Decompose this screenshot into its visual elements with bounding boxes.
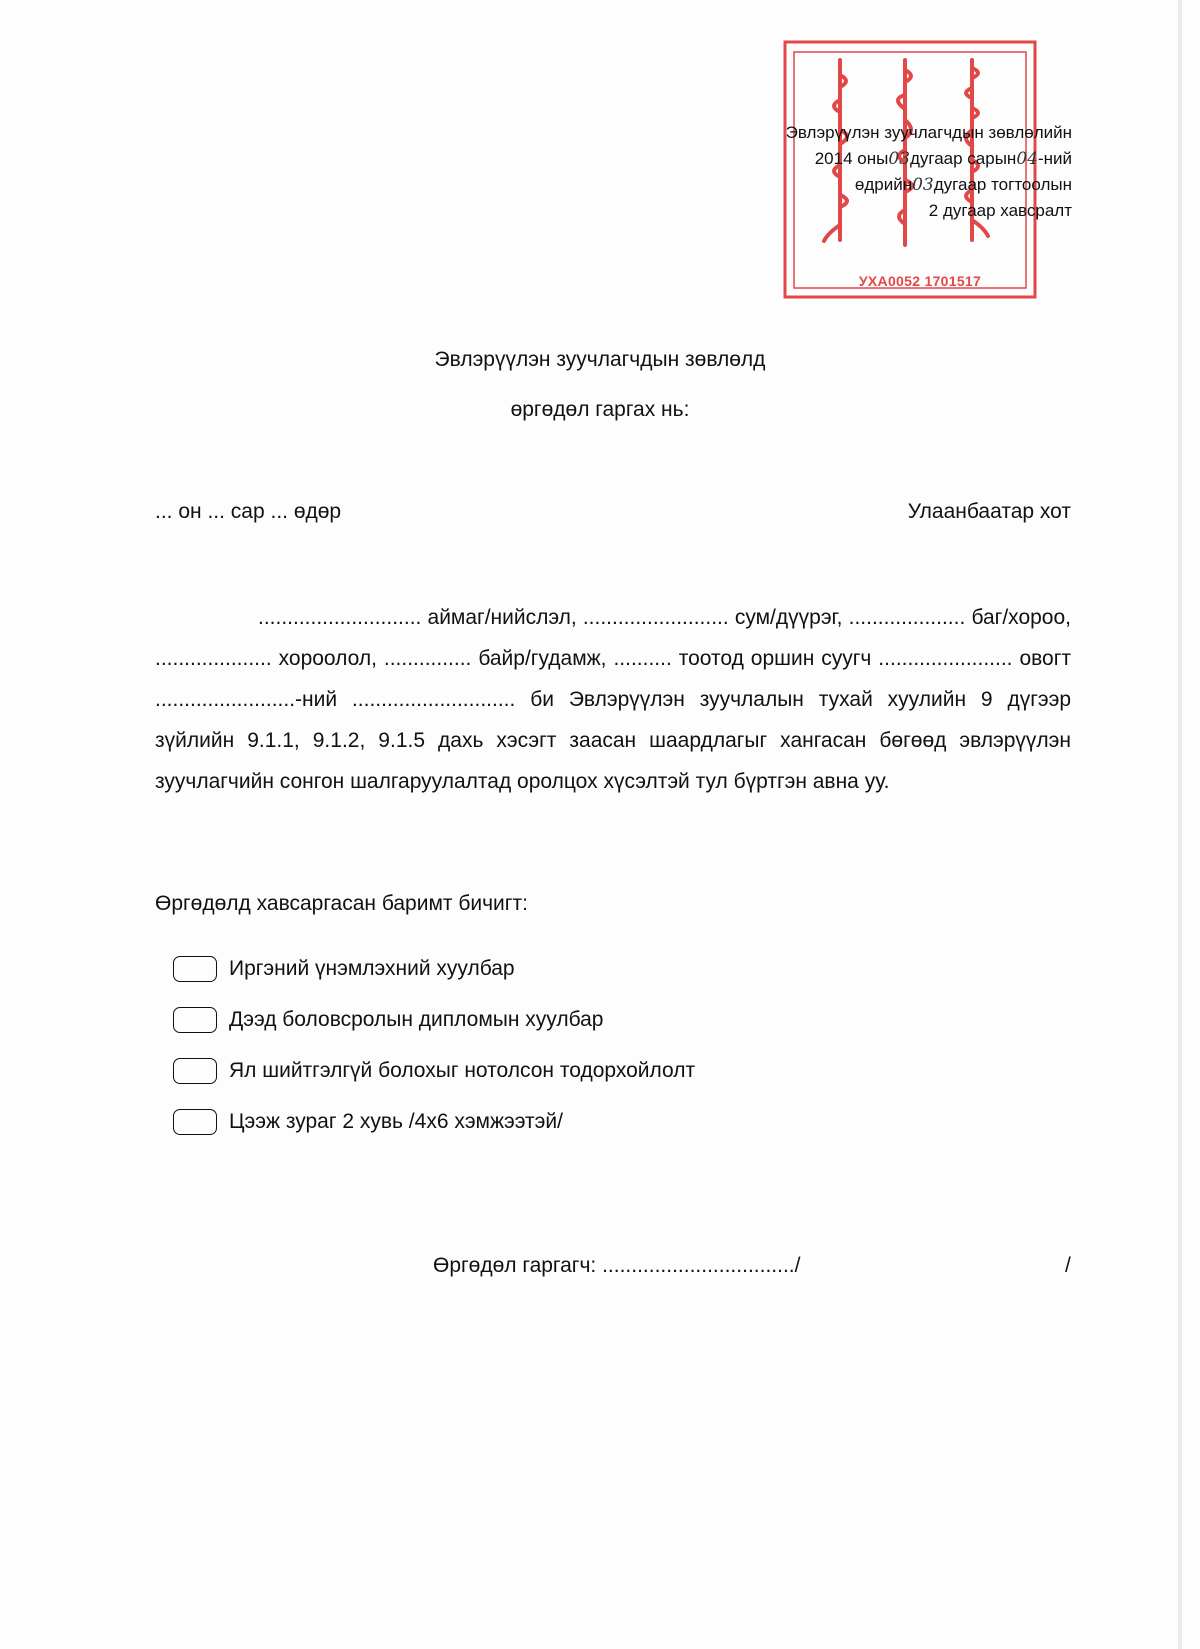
- annex-line-3: өдрийн03дугаар тогтоолын: [854, 175, 1072, 195]
- handwritten-month: 03: [888, 149, 910, 169]
- handwritten-day: 04: [1016, 149, 1038, 169]
- city-name: Улаанбаатар хот: [907, 500, 1071, 523]
- attachment-checkbox[interactable]: [173, 1007, 217, 1033]
- application-paragraph: ............................ аймаг/нийслэл, ......................... сум/дүүрэг, .................... баг/хороо, .................... хороолол, ............... байр/гудамж, .......... тоотод оршин суугч ....................... овогт ........................-ний ............................ би Эвлэрүүлэн зуучлалын тухай хуулийн 9 дүгээр зүйлийн 9.1.1, 9.1.2, 9.1.5 дахь хэсэгт заасан шаардлагыг хангасан бөгөөд эвлэрүүлэн зуучлагчийн сонгон шалгаруулалтад оролцох хүсэлтэй тул бүртгэн авна уу.: [155, 606, 1071, 793]
- attachment-checkbox[interactable]: [173, 956, 217, 982]
- attachments-list: [173, 943, 695, 1147]
- attachment-item: [173, 943, 695, 994]
- attachment-item: [173, 994, 695, 1045]
- signature-label: Өргөдөл гаргагч: ................................./: [433, 1254, 801, 1277]
- attachment-label: Иргэний үнэмлэхний хуулбар: [229, 956, 515, 980]
- stamp-registration-number: УХА0052 1701517: [858, 273, 982, 289]
- annex-reference: [712, 120, 1072, 224]
- attachment-item: [173, 1045, 695, 1096]
- annex-line-1: Эвлэрүүлэн зуучлагчдын зөвлөлийн: [785, 123, 1072, 142]
- handwritten-resolution-number: 03: [912, 175, 934, 195]
- attachment-item: [173, 1096, 695, 1147]
- annex-line-4: 2 дугаар хавсралт: [928, 201, 1072, 220]
- document-heading-line-1: Эвлэрүүлэн зуучлагчдын зөвлөлд: [434, 348, 766, 371]
- attachments-title: Өргөдөлд хавсаргасан баримт бичигт:: [155, 892, 528, 915]
- attachment-label: Цээж зураг 2 хувь /4х6 хэмжээтэй/: [229, 1109, 563, 1133]
- annex-line-2: 2014 оны03дугаар сарын04-ний: [814, 149, 1072, 169]
- attachment-checkbox[interactable]: [173, 1058, 217, 1084]
- document-heading-line-2: өргөдөл гаргах нь:: [510, 398, 690, 421]
- page-edge: [1178, 0, 1182, 1649]
- attachment-checkbox[interactable]: [173, 1109, 217, 1135]
- application-body: [155, 597, 1071, 802]
- attachment-label: Ял шийтгэлгүй болохыг нотолсон тодорхойлолт: [229, 1058, 696, 1082]
- date-line: ... он ... сар ... өдөр: [155, 500, 342, 523]
- attachment-label: Дээд боловсролын дипломын хуулбар: [229, 1007, 604, 1031]
- signature-end-slash: /: [1065, 1254, 1071, 1277]
- applicant-signature-line: [433, 1254, 1071, 1278]
